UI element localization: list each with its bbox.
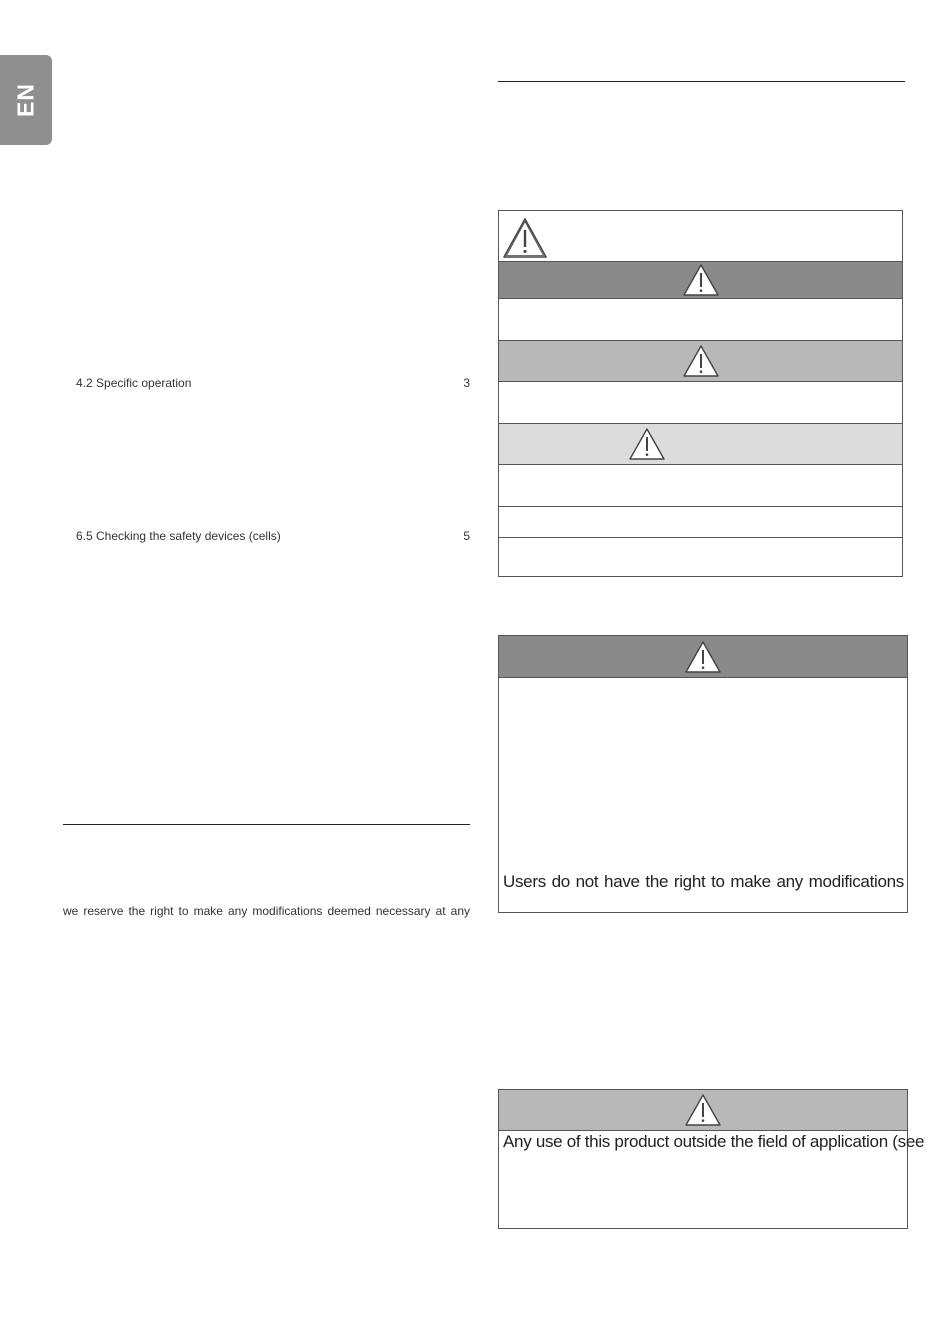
information-row xyxy=(499,537,902,577)
warning-triangle-icon xyxy=(682,263,720,297)
language-tab[interactable] xyxy=(0,55,52,145)
warning-box-header xyxy=(499,636,907,678)
warning-box-header xyxy=(499,1090,907,1131)
warning-triangle-icon xyxy=(682,344,720,378)
warning-triangle-icon xyxy=(502,217,548,259)
toc-entry-title: 4.2 Specific operation xyxy=(76,376,192,390)
section-divider xyxy=(63,824,470,825)
danger-description xyxy=(499,298,902,340)
warning-box-text: Any use of this product outside the field of application (see xyxy=(503,1132,925,1151)
warning-triangle-icon xyxy=(628,427,666,461)
note-row xyxy=(499,506,902,537)
warning-box xyxy=(498,1089,925,1229)
language-tab-label: EN xyxy=(12,83,39,117)
body-paragraph: we reserve the right to make any modifications deemed necessary at any xyxy=(63,904,470,918)
hazard-table-header xyxy=(499,211,902,261)
warning-band xyxy=(499,340,902,381)
caution-band xyxy=(499,423,902,464)
warning-triangle-icon xyxy=(684,640,722,674)
hazard-levels-table xyxy=(498,210,903,577)
toc-entry[interactable] xyxy=(76,529,470,543)
warning-description xyxy=(499,381,902,423)
toc-entry-page: 5 xyxy=(463,529,470,543)
warning-triangle-icon xyxy=(684,1093,722,1127)
warning-box-text: Users do not have the right to make any modifications xyxy=(503,872,904,891)
danger-band xyxy=(499,261,902,298)
toc-entry-title: 6.5 Checking the safety devices (cells) xyxy=(76,529,281,543)
caution-description xyxy=(499,464,902,506)
toc-entry[interactable] xyxy=(76,376,470,390)
warning-box xyxy=(498,635,908,913)
section-divider xyxy=(498,81,905,82)
toc-entry-page: 3 xyxy=(463,376,470,390)
